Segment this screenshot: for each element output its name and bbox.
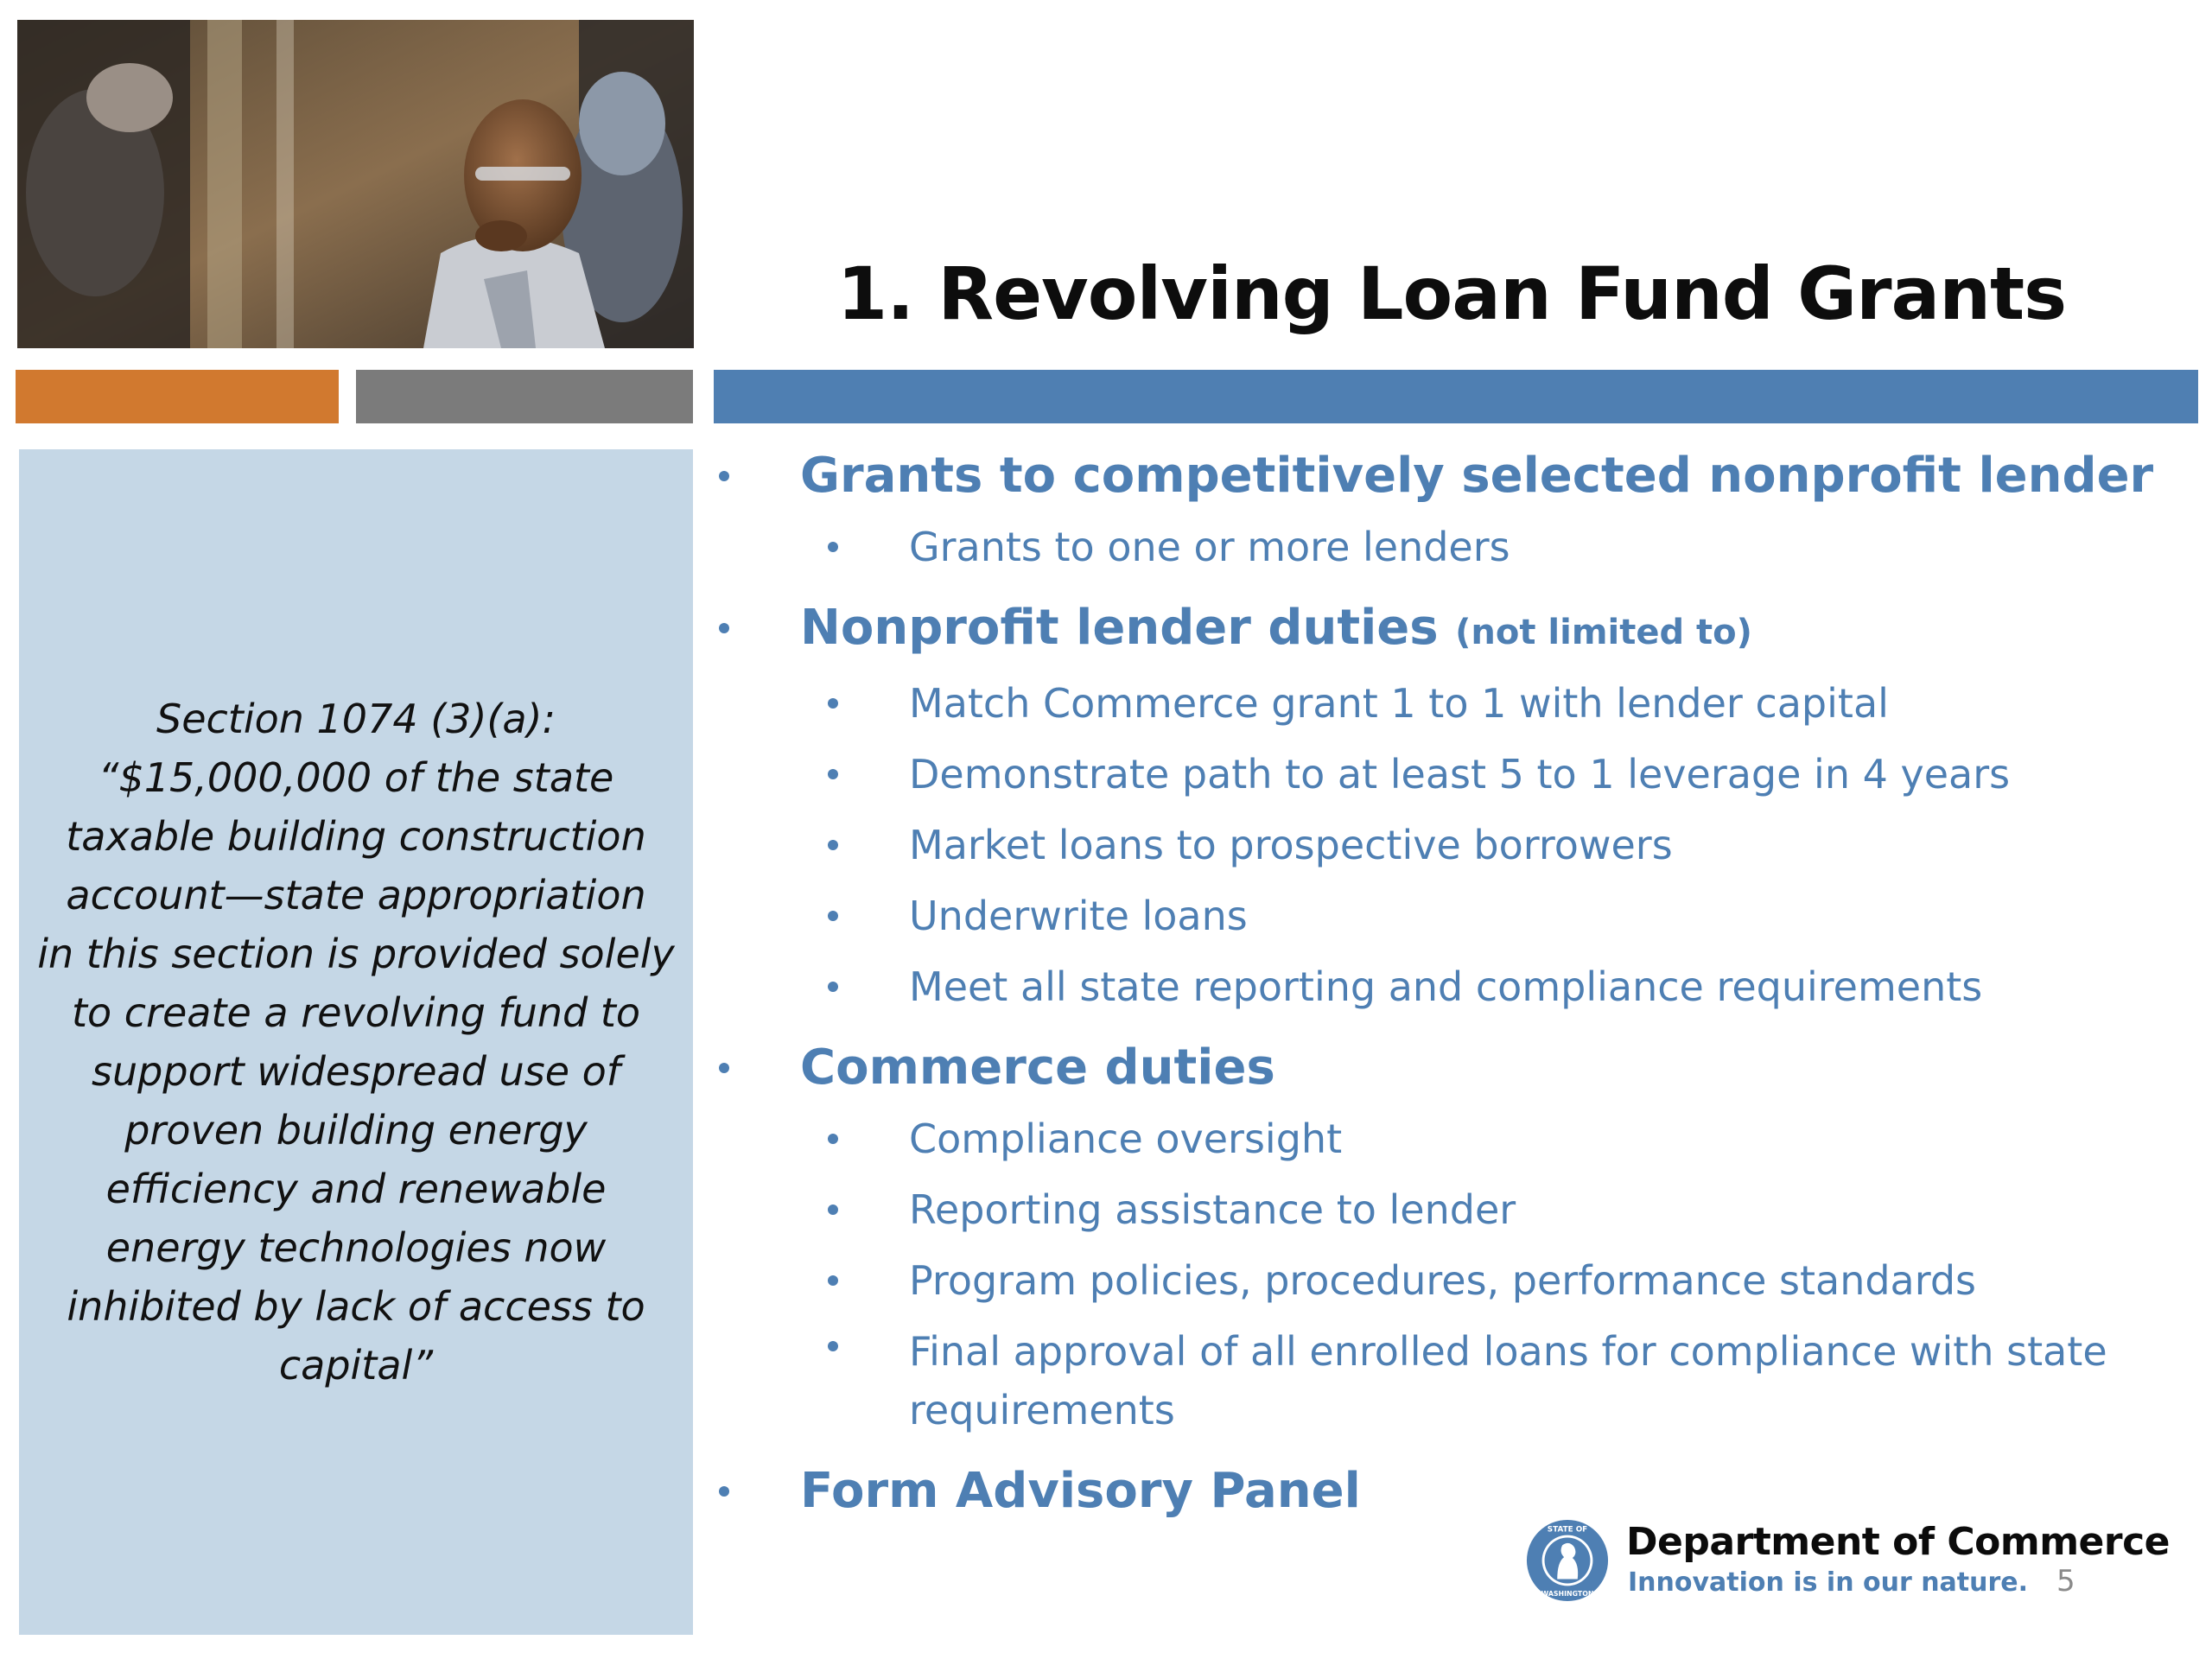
- bullet-dot-icon: [719, 1486, 729, 1497]
- sub-bullet-text: Match Commerce grant 1 to 1 with lender capital: [909, 680, 1889, 727]
- quote-line: energy technologies now: [105, 1224, 607, 1271]
- quote-panel: [19, 449, 693, 1635]
- sub-bullet: [714, 810, 2183, 880]
- slide-title: 1. Revolving Loan Fund Grants: [836, 251, 2067, 336]
- accent-bar-gray: [356, 370, 693, 423]
- bullet-dot-icon: [828, 911, 838, 921]
- bullet-dot-icon: [719, 471, 729, 481]
- sub-bullet-text: Final approval of all enrolled loans for compliance with state requirements: [909, 1328, 2107, 1433]
- seal-text-bottom: WASHINGTON: [1541, 1590, 1594, 1599]
- sub-bullet: [714, 1316, 2183, 1446]
- sub-bullet: [714, 668, 2183, 739]
- sub-bullet-text: Meet all state reporting and compliance requirements: [909, 963, 1983, 1010]
- bullet-grants: [714, 441, 2183, 512]
- bullet-text: Grants to competitively selected nonprofit lender: [800, 448, 2154, 504]
- worker-photo-image: [17, 20, 694, 348]
- header-photo: [17, 20, 694, 348]
- quote-text: [28, 690, 684, 1395]
- bullet-dot-icon: [828, 698, 838, 709]
- accent-bar-blue: [714, 370, 2198, 423]
- bullet-note: (not limited to): [1455, 613, 1752, 652]
- sub-bullet-text: Program policies, procedures, performance standards: [909, 1257, 1977, 1304]
- page-number: 5: [2056, 1564, 2075, 1599]
- sub-bullet: [714, 880, 2183, 951]
- bullet-dot-icon: [828, 1341, 838, 1351]
- bullet-text: Commerce duties: [800, 1039, 1275, 1096]
- sub-bullet: [714, 739, 2183, 810]
- bullet-dot-icon: [719, 623, 729, 633]
- bullet-dot-icon: [719, 1063, 729, 1073]
- quote-line: support widespread use of: [92, 1048, 620, 1095]
- sub-bullet-text: Reporting assistance to lender: [909, 1186, 1516, 1233]
- bullet-dot-icon: [828, 1134, 838, 1144]
- sub-bullet-text: Underwrite loans: [909, 893, 1248, 939]
- sub-bullet: [714, 951, 2183, 1022]
- quote-line: Section 1074 (3)(a):: [156, 696, 556, 742]
- bullet-dot-icon: [828, 1275, 838, 1286]
- washington-seal-logo: [1525, 1518, 1610, 1603]
- department-tagline: Innovation is in our nature.: [1628, 1567, 2029, 1598]
- quote-line: efficiency and renewable: [105, 1166, 607, 1212]
- bullet-text: Form Advisory Panel: [800, 1463, 1361, 1519]
- quote-line: capital”: [278, 1342, 434, 1389]
- department-name: Department of Commerce: [1626, 1520, 2171, 1564]
- seal-text-top: STATE OF: [1547, 1525, 1588, 1535]
- quote-line: “$15,000,000 of the state: [98, 754, 614, 801]
- bullet-list: [714, 441, 2183, 1527]
- quote-line: in this section is provided solely: [37, 931, 675, 977]
- bullet-lender-duties: [714, 593, 2183, 668]
- bullet-text: Nonprofit lender duties: [800, 600, 1439, 656]
- bullet-commerce-duties: [714, 1033, 2183, 1103]
- sub-bullet-text: Compliance oversight: [909, 1116, 1343, 1162]
- bullet-dot-icon: [828, 769, 838, 779]
- bullet-advisory-panel: [714, 1456, 2183, 1527]
- quote-line: to create a revolving fund to: [71, 989, 641, 1036]
- sub-bullet-text: Demonstrate path to at least 5 to 1 leverage in 4 years: [909, 751, 2011, 798]
- quote-line: proven building energy: [124, 1107, 588, 1154]
- quote-line: account—state appropriation: [66, 872, 646, 918]
- sub-bullet: [714, 1245, 2183, 1316]
- sub-bullet: [714, 512, 2183, 582]
- sub-bullet-text: Market loans to prospective borrowers: [909, 822, 1673, 868]
- sub-bullet-text: Grants to one or more lenders: [909, 524, 1510, 570]
- bullet-dot-icon: [828, 982, 838, 992]
- bullet-dot-icon: [828, 1205, 838, 1215]
- sub-bullet: [714, 1103, 2183, 1174]
- quote-line: taxable building construction: [66, 813, 646, 860]
- bullet-dot-icon: [828, 542, 838, 552]
- sub-bullet: [714, 1174, 2183, 1245]
- quote-line: inhibited by lack of access to: [67, 1283, 645, 1330]
- accent-bar-orange: [16, 370, 339, 423]
- bullet-dot-icon: [828, 840, 838, 850]
